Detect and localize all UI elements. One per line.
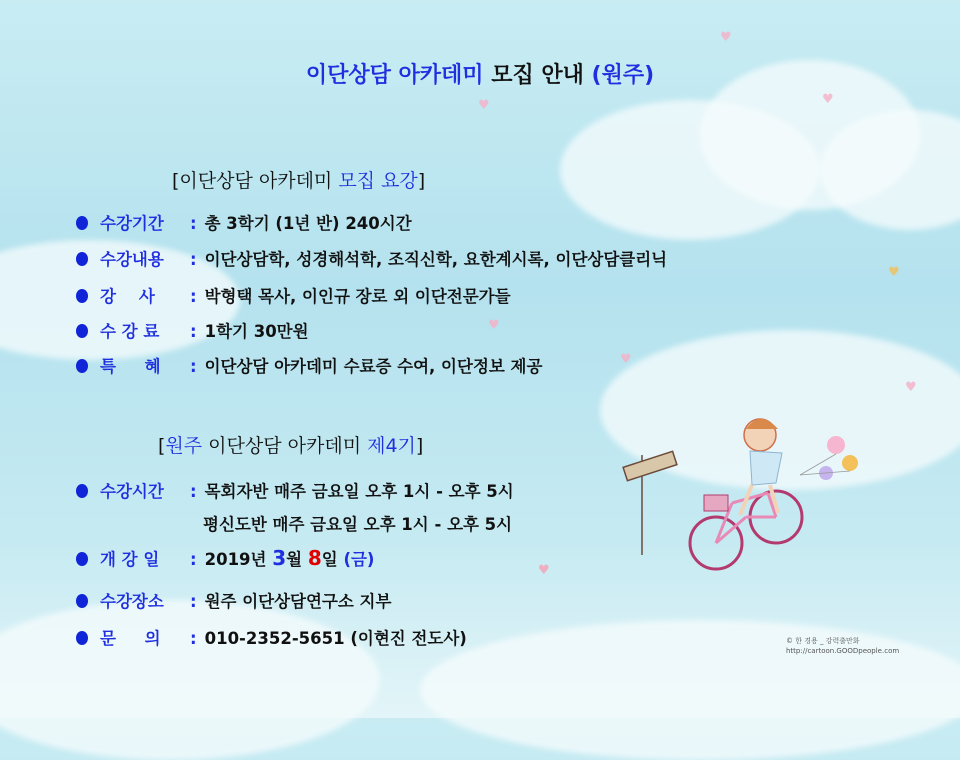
date-day-unit: 일: [321, 550, 344, 569]
section-heading-wonju: [158, 431, 423, 458]
heart-icon: ♥: [538, 563, 550, 578]
row-tuition: 수 강 료 : 1학기 30만원: [76, 318, 309, 342]
heart-icon: ♥: [720, 30, 732, 45]
title-location: (원주): [591, 63, 655, 88]
row-label: 수강기간: [100, 214, 164, 233]
heading-close: ]: [415, 435, 424, 457]
date-year: 2019년: [204, 550, 273, 569]
bullet-icon: [76, 484, 88, 498]
heading-highlight-term: 제4기: [367, 435, 416, 457]
bullet-icon: [76, 252, 88, 266]
heading-highlight: 모집 요강: [338, 170, 418, 192]
row-value: 목회자반 매주 금요일 오후 1시 - 오후 5시: [204, 482, 514, 501]
heart-icon: ♥: [888, 265, 900, 280]
row-curriculum: 수강내용 : 이단상담학, 성경해석학, 조직신학, 요한계시록, 이단상담클리닉: [76, 246, 667, 270]
title-academy: 이단상담 아카데미: [305, 63, 484, 88]
row-label: 수강장소: [100, 592, 164, 611]
row-opening-date: 개 강 일 : 2019년 3월 8일 (금): [76, 546, 374, 570]
heart-icon: ♥: [822, 92, 834, 107]
bullet-icon: [76, 289, 88, 303]
bullet-icon: [76, 324, 88, 338]
section-heading-requirements: [172, 166, 425, 193]
row-period: 수강기간 : 총 3학기 (1년 반) 240시간: [76, 210, 412, 234]
heart-icon: ♥: [478, 98, 490, 113]
bullet-icon: [76, 359, 88, 373]
bullet-icon: [76, 631, 88, 645]
row-label: 개 강 일: [100, 550, 160, 569]
title-recruit: 모집 안내: [491, 63, 584, 88]
credit-url: http://cartoon.GOODpeople.com: [786, 647, 900, 655]
row-value: 이단상담학, 성경해석학, 조직신학, 요한계시록, 이단상담클리닉: [204, 250, 668, 269]
row-location: 수강장소 : 원주 이단상담연구소 지부: [76, 588, 391, 612]
date-day-number: 8: [307, 546, 322, 570]
row-value: 1학기 30만원: [204, 322, 309, 341]
date-month-unit: 월: [286, 550, 308, 569]
date-month-number: 3: [272, 546, 287, 570]
heart-icon: ♥: [905, 380, 917, 395]
row-schedule: 수강시간 : 목회자반 매주 금요일 오후 1시 - 오후 5시: [76, 478, 514, 502]
row-value: 010-2352-5651 (이현진 전도사): [204, 629, 467, 648]
row-value: 이단상담 아카데미 수료증 수여, 이단정보 제공: [204, 357, 543, 376]
heading-text: 이단상담 아카데미: [202, 435, 368, 457]
row-label: 강 사: [100, 287, 155, 306]
image-credit: [786, 636, 899, 656]
bullet-icon: [76, 552, 88, 566]
date-weekday: (금): [343, 550, 375, 569]
credit-author: © 한 경용 _ 강력출만화: [786, 637, 860, 645]
row-label: 수 강 료: [100, 322, 160, 341]
heart-icon: ♥: [620, 352, 632, 367]
row-value: 총 3학기 (1년 반) 240시간: [204, 214, 412, 233]
row-contact: 문 의 : 010-2352-5651 (이현진 전도사): [76, 625, 467, 649]
heading-open: [: [158, 435, 166, 457]
row-benefits: 특 혜 : 이단상담 아카데미 수료증 수여, 이단정보 제공: [76, 353, 542, 377]
heading-highlight-location: 원주: [165, 435, 203, 457]
row-schedule-continuation: 평신도반 매주 금요일 오후 1시 - 오후 5시: [203, 515, 513, 534]
bullet-icon: [76, 594, 88, 608]
heart-icon: ♥: [488, 318, 500, 333]
row-value: 원주 이단상담연구소 지부: [204, 592, 392, 611]
heading-text: [이단상담 아카데미: [172, 170, 339, 192]
bullet-icon: [76, 216, 88, 230]
row-instructors: 강 사 : 박형택 목사, 이인규 장로 외 이단전문가들: [76, 283, 511, 307]
row-label: 수강시간: [100, 482, 164, 501]
row-value: 박형택 목사, 이인규 장로 외 이단전문가들: [204, 287, 511, 306]
page-title: [0, 58, 960, 89]
heading-close: ]: [417, 170, 426, 192]
row-label: 문 의: [100, 629, 161, 648]
row-label: 수강내용: [100, 250, 164, 269]
row-label: 특 혜: [100, 357, 161, 376]
